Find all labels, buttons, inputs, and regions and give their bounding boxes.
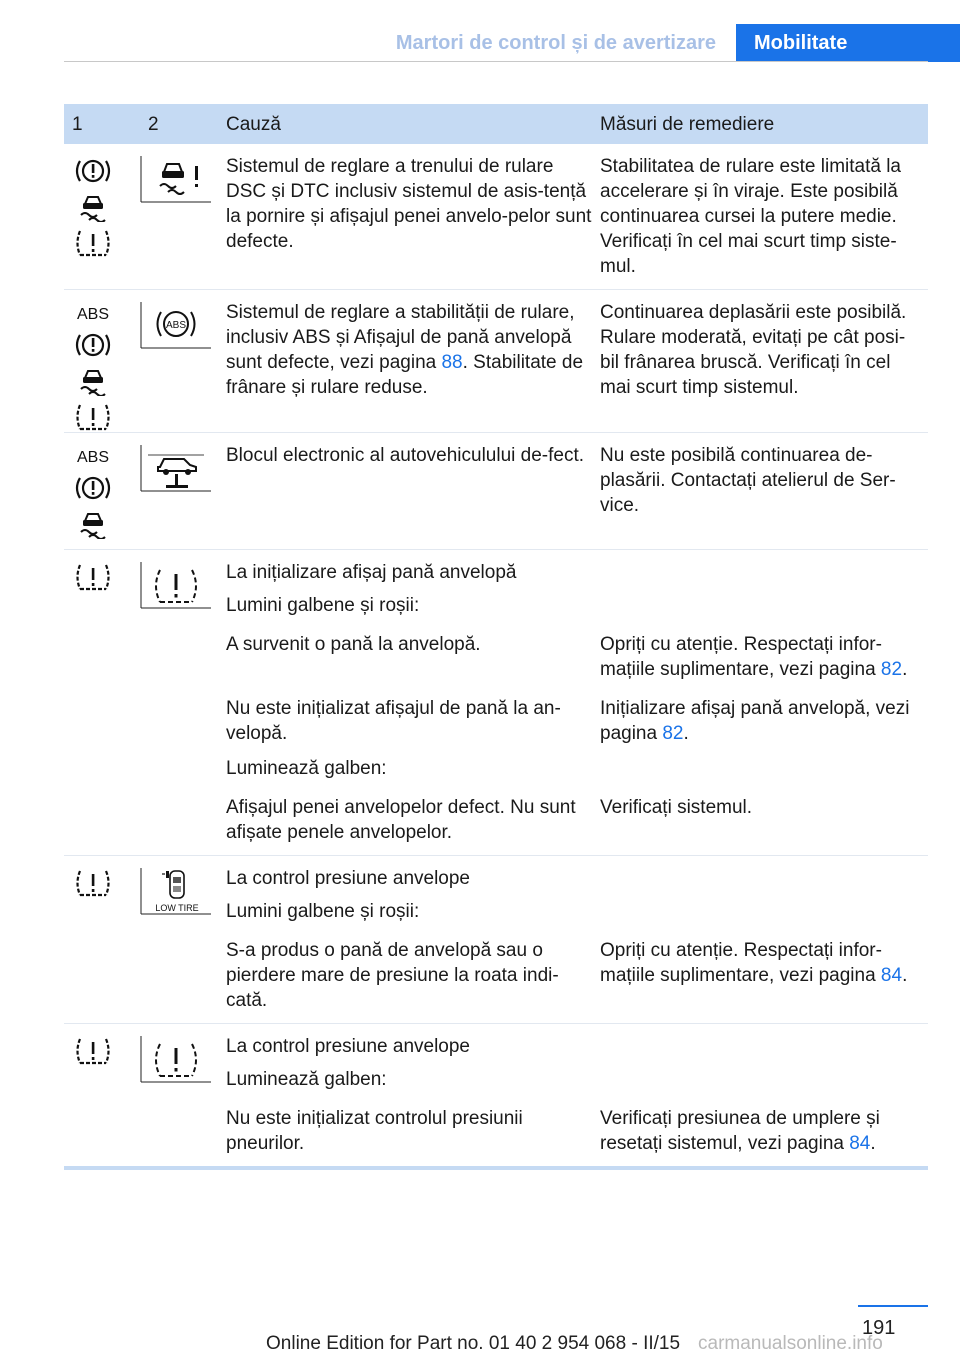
header-divider bbox=[64, 61, 928, 62]
cause-cell: Afișajul penei anvelopelor defect. Nu sunt afișate penele anvelopelor. bbox=[226, 781, 600, 856]
warning-lights-table bbox=[64, 104, 928, 1170]
remedy-cell: Stabilitatea de rulare este limitată la accelerare și în viraje. Este posibilă continuarea cursei la putere medie. Verificați în cel mai scurt timp siste-mul. bbox=[600, 144, 928, 290]
remedy-cell bbox=[600, 856, 928, 892]
table-row bbox=[64, 290, 928, 433]
chapter-tab[interactable]: Mobilitate bbox=[736, 24, 960, 62]
cause-cell: La inițializare afișaj pană anvelopă bbox=[226, 562, 517, 583]
page-link[interactable]: 84 bbox=[849, 1133, 871, 1154]
tire-warning-icon bbox=[73, 228, 113, 258]
table-row bbox=[64, 1024, 928, 1060]
remedy-cell: Inițializare afișaj pană anvelopă, vezi pagina 82. bbox=[600, 698, 910, 744]
cause-cell: Lumini galbene și roșii: bbox=[226, 901, 420, 922]
abs-display-icon bbox=[140, 300, 212, 350]
remedy-cell: Continuarea deplasării este posibilă. Rulare moderată, evitați pe cât posi-bil frânarea bruscă. Verificați în cel mai scurt timp sistemul. bbox=[600, 290, 928, 433]
column-header-remedy: Măsuri de remediere bbox=[600, 104, 928, 144]
page-link[interactable]: 88 bbox=[441, 352, 463, 373]
cause-cell: Nu este inițializat controlul presiunii pneurilor. bbox=[226, 1092, 600, 1168]
remedy-cell: Verificați sistemul. bbox=[600, 781, 928, 856]
column-header-1: 1 bbox=[64, 104, 140, 144]
tire-warning-icon bbox=[73, 1036, 113, 1066]
tire-warning-icon bbox=[73, 562, 113, 592]
cause-cell: Sistemul de reglare a stabilității de rulare, inclusiv ABS și Afișajul de pană anvelopă sunt defecte, vezi pagina 88. Stabilitate de frânare și rulare reduse. bbox=[226, 290, 600, 433]
edition-text: Online Edition for Part no. 01 40 2 954 068 - II/15 bbox=[266, 1333, 681, 1354]
dsc-icon bbox=[73, 330, 113, 360]
remedy-cell: Verificați presiunea de umplere și resetați sistemul, vezi pagina 84. bbox=[600, 1092, 928, 1168]
low-tire-display-icon bbox=[140, 866, 212, 916]
watermark: carmanualsonline.info bbox=[698, 1333, 883, 1354]
remedy-cell: Opriți cu atenție. Respectați infor-mațiile suplimentare, vezi pagina 82. bbox=[600, 634, 908, 680]
dsc-display-icon bbox=[140, 154, 212, 204]
cause-cell: A survenit o pană la anvelopă. bbox=[226, 634, 481, 655]
cause-cell: Sistemul de reglare a trenului de rulare DSC și DTC inclusiv sistemul de asis-tență la pornire și afișajul penei anvelo-pelor sunt defecte. bbox=[226, 144, 600, 290]
page-number: 191 bbox=[862, 1317, 896, 1339]
abs-text-icon bbox=[73, 302, 113, 324]
tire-warning-icon bbox=[73, 868, 113, 898]
page-link[interactable]: 82 bbox=[880, 659, 903, 680]
cause-cell: Luminează galben: bbox=[226, 1069, 387, 1090]
skid-car-icon bbox=[73, 192, 113, 222]
column-header-cause: Cauză bbox=[226, 104, 600, 144]
section-title: Martori de control și de avertizare bbox=[395, 32, 716, 54]
page-link[interactable]: 84 bbox=[880, 965, 903, 986]
footer-divider bbox=[858, 1305, 928, 1307]
page-link[interactable]: 82 bbox=[662, 723, 684, 744]
cause-cell: Nu este inițializat afișajul de pană la an-velopă. bbox=[226, 698, 561, 744]
cause-cell: Luminează galben: bbox=[226, 758, 387, 779]
table-row bbox=[64, 433, 928, 550]
remedy-cell: Nu este posibilă continuarea de-plasării. Contactați atelierul de Ser-vice. bbox=[600, 433, 928, 550]
remedy-cell: Opriți cu atenție. Respectați infor-mațiile suplimentare, vezi pagina 84. bbox=[600, 924, 928, 1024]
remedy-cell bbox=[600, 550, 928, 586]
cause-cell: Blocul electronic al autovehiculului de-fect. bbox=[226, 433, 600, 550]
cause-cell: La control presiune anvelope bbox=[226, 868, 471, 889]
page-header bbox=[0, 0, 960, 62]
table-row bbox=[64, 550, 928, 586]
svg-text:ABS: ABS bbox=[165, 320, 187, 331]
table-row bbox=[64, 144, 928, 290]
remedy-cell bbox=[600, 746, 928, 781]
remedy-cell bbox=[600, 1024, 928, 1060]
tire-display-icon bbox=[140, 1034, 212, 1084]
cause-cell: S-a produs o pană de anvelopă sau o pierdere mare de presiune la roata indi-cată. bbox=[226, 924, 600, 1024]
svg-text:ABS: ABS bbox=[76, 449, 110, 466]
abs-text-icon bbox=[73, 445, 113, 467]
table-row bbox=[64, 856, 928, 892]
table-header-row bbox=[64, 104, 928, 144]
svg-text:LOW TIRE: LOW TIRE bbox=[155, 903, 199, 913]
cause-cell: La control presiune anvelope bbox=[226, 1036, 471, 1057]
column-header-2: 2 bbox=[140, 104, 226, 144]
remedy-cell bbox=[600, 585, 928, 618]
svg-text:ABS: ABS bbox=[76, 306, 110, 323]
dsc-icon bbox=[73, 156, 113, 186]
tire-warning-icon bbox=[73, 402, 113, 432]
dsc-icon bbox=[73, 473, 113, 503]
remedy-cell bbox=[600, 1059, 928, 1092]
tire-display-icon bbox=[140, 560, 212, 610]
cause-cell: Lumini galbene și roșii: bbox=[226, 595, 420, 616]
skid-car-icon bbox=[73, 509, 113, 539]
car-lift-icon bbox=[140, 443, 212, 493]
skid-car-icon bbox=[73, 366, 113, 396]
remedy-cell bbox=[600, 891, 928, 924]
